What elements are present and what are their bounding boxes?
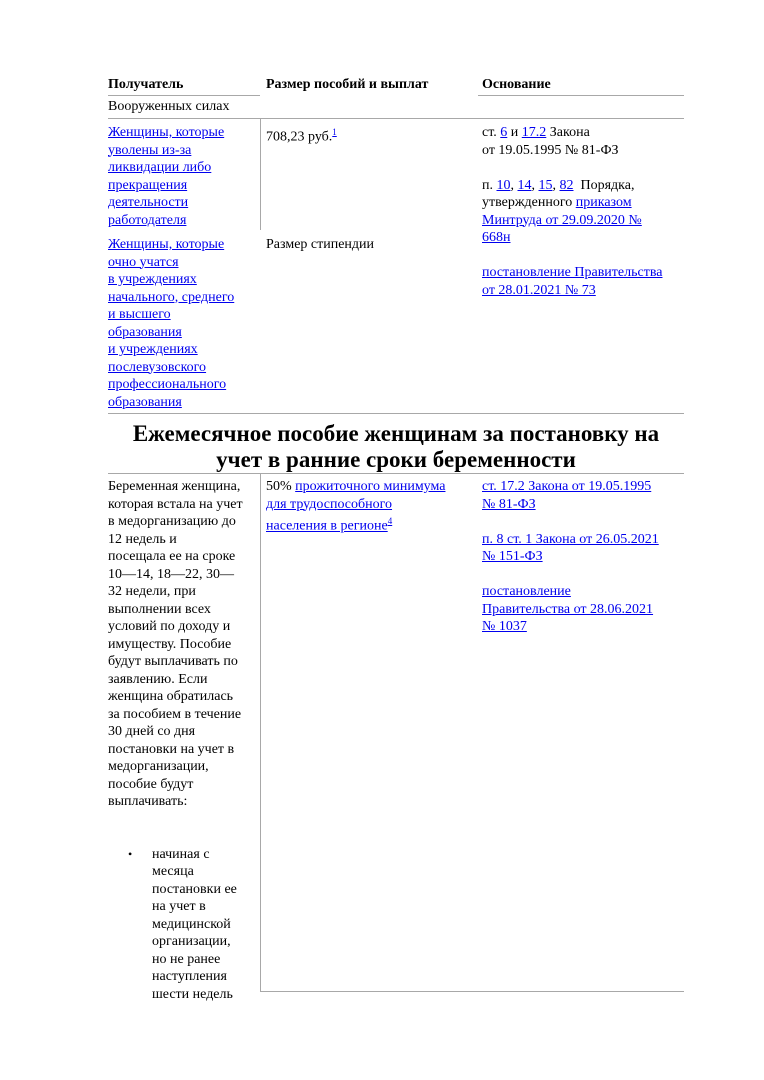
law-article-link[interactable]: 17.2 bbox=[521, 125, 547, 140]
recipient-link-line[interactable]: деятельности bbox=[108, 195, 189, 210]
recipient-link-line[interactable]: и учреждениях bbox=[108, 342, 198, 357]
header-recipient: Получатель bbox=[108, 77, 184, 92]
recipient-text-line: пособие будут bbox=[108, 776, 194, 792]
recipient-text-line: в медорганизацию до bbox=[108, 514, 236, 529]
amount-value: 708,23 руб. bbox=[266, 129, 333, 145]
bullet-item bbox=[108, 846, 260, 1004]
law-link[interactable]: № 81-ФЗ bbox=[482, 496, 536, 512]
recipient-link-line[interactable]: и высшего bbox=[108, 307, 171, 322]
basis-text: , bbox=[531, 177, 539, 193]
government-resolution-link[interactable]: постановление Правительства bbox=[482, 265, 663, 280]
order-item-link[interactable]: 82 bbox=[559, 177, 574, 193]
recipient-text-line: медорганизации, bbox=[108, 759, 209, 774]
basis-text: и bbox=[507, 125, 522, 140]
government-resolution-link[interactable]: Правительства от 28.06.2021 bbox=[482, 601, 654, 617]
carry-over-text: Вооруженных силах bbox=[108, 99, 230, 114]
recipient-link-line[interactable]: образования bbox=[108, 324, 182, 340]
basis-line bbox=[482, 124, 687, 142]
subsistence-minimum-link[interactable]: населения в регионе bbox=[266, 518, 388, 534]
recipient-text-line: заявлению. Если bbox=[108, 671, 208, 687]
table2-amount bbox=[266, 478, 476, 535]
bullet-text-line: медицинской bbox=[152, 916, 231, 932]
recipient-text-line: за пособием в течение bbox=[108, 706, 242, 722]
subsistence-minimum-link[interactable]: для трудоспособного bbox=[266, 496, 393, 512]
rule bbox=[108, 413, 684, 414]
recipient-text-line: будут выплачивать по bbox=[108, 654, 238, 669]
recipient-link-line[interactable]: уволены из-за bbox=[108, 142, 192, 158]
recipient-link-line[interactable]: начального, среднего bbox=[108, 289, 235, 305]
government-resolution-link[interactable]: постановление bbox=[482, 584, 571, 599]
government-resolution-link[interactable]: № 1037 bbox=[482, 619, 527, 634]
bullet-text-line: на учет в bbox=[152, 899, 206, 914]
basis-line bbox=[482, 194, 687, 212]
recipient-link-line[interactable]: прекращения bbox=[108, 177, 188, 193]
basis-text: Порядка, bbox=[573, 177, 635, 193]
recipient-text-line: условий по доходу и bbox=[108, 619, 231, 634]
bullet-text-line: месяца bbox=[152, 864, 194, 879]
basis-text: утвержденного bbox=[482, 195, 576, 210]
recipient-link-line[interactable]: послевузовского bbox=[108, 359, 207, 375]
government-resolution-link[interactable]: от 28.01.2021 № 73 bbox=[482, 282, 596, 298]
recipient-text-line: имуществу. Пособие bbox=[108, 636, 232, 652]
recipient-link-line[interactable]: в учреждениях bbox=[108, 272, 197, 287]
bullet-text-line: начиная с bbox=[152, 846, 210, 862]
basis-text: п. bbox=[482, 177, 497, 193]
rule bbox=[108, 95, 260, 96]
recipient-text-line: 32 недели, при bbox=[108, 584, 196, 599]
order-link[interactable]: Минтруда от 29.09.2020 № bbox=[482, 212, 642, 228]
rule bbox=[108, 473, 684, 474]
order-item-link[interactable]: 10 bbox=[496, 177, 511, 193]
recipient-link-line[interactable]: образования bbox=[108, 394, 182, 410]
row2-recipient bbox=[108, 236, 260, 411]
basis-text: , bbox=[552, 177, 560, 193]
section-title-line-1: Ежемесячное пособие женщинам за постановку на bbox=[132, 421, 660, 446]
footnote-link[interactable]: 4 bbox=[387, 516, 393, 526]
row1-basis bbox=[482, 124, 687, 299]
amount-text: 50% bbox=[266, 479, 296, 494]
law-link[interactable]: п. 8 ст. 1 Закона от 26.05.2021 bbox=[482, 531, 659, 547]
table2-recipient bbox=[108, 478, 260, 1003]
table2-basis bbox=[482, 478, 687, 636]
law-article-link[interactable]: 6 bbox=[500, 125, 508, 140]
basis-line: от 19.05.1995 № 81-ФЗ bbox=[482, 142, 619, 158]
bullet-text-line: шести недель bbox=[152, 986, 233, 1002]
column-divider bbox=[260, 118, 261, 230]
law-link[interactable]: № 151-ФЗ bbox=[482, 549, 543, 564]
order-link[interactable]: приказом bbox=[575, 195, 632, 210]
recipient-link-line[interactable]: профессионального bbox=[108, 377, 227, 392]
recipient-link-line[interactable]: ликвидации либо bbox=[108, 160, 212, 175]
recipient-text-line: выполнении всех bbox=[108, 601, 211, 617]
recipient-link-line[interactable]: работодателя bbox=[108, 212, 187, 228]
recipient-text-line: 30 дней со дня bbox=[108, 724, 196, 739]
recipient-text-line: Беременная женщина, bbox=[108, 479, 241, 494]
header-amount: Размер пособий и выплат bbox=[266, 77, 429, 92]
basis-line bbox=[482, 177, 687, 195]
recipient-text-line: посещала ее на сроке bbox=[108, 549, 236, 564]
rule bbox=[260, 991, 684, 992]
order-item-link[interactable]: 14 bbox=[517, 177, 532, 193]
recipient-text-line: выплачивать: bbox=[108, 794, 188, 809]
column-divider bbox=[260, 473, 261, 991]
basis-text: ст. bbox=[482, 125, 501, 140]
basis-text: Закона bbox=[546, 125, 590, 140]
recipient-link-line[interactable]: Женщины, которые bbox=[108, 237, 225, 252]
bullet-list bbox=[108, 846, 260, 1004]
section-title-line-2: учет в ранние сроки беременности bbox=[216, 447, 576, 472]
bullet-text-line: наступления bbox=[152, 969, 227, 984]
law-link[interactable]: ст. 17.2 Закона от 19.05.1995 bbox=[482, 479, 652, 494]
rule bbox=[108, 118, 684, 119]
bullet-text-line: постановки ее bbox=[152, 881, 237, 897]
amount-line bbox=[266, 513, 476, 535]
basis-text: , bbox=[510, 177, 518, 193]
footnote-link[interactable]: 1 bbox=[332, 127, 337, 137]
rule bbox=[478, 95, 684, 96]
recipient-text-line: 10—14, 18—22, 30— bbox=[108, 566, 234, 582]
subsistence-minimum-link[interactable]: прожиточного минимума bbox=[295, 479, 446, 494]
row1-recipient bbox=[108, 124, 258, 229]
amount-line bbox=[266, 478, 476, 496]
bullet-text-line: организации, bbox=[152, 934, 231, 949]
order-item-link[interactable]: 15 bbox=[538, 177, 553, 193]
row2-amount: Размер стипендии bbox=[266, 237, 375, 252]
order-link[interactable]: 668н bbox=[482, 230, 511, 245]
header-basis: Основание bbox=[482, 77, 551, 92]
recipient-link-line[interactable]: Женщины, которые bbox=[108, 125, 225, 140]
recipient-text-line: которая встала на учет bbox=[108, 496, 243, 512]
bullet-marker: • bbox=[128, 846, 133, 861]
recipient-link-line[interactable]: очно учатся bbox=[108, 254, 179, 270]
bullet-text-line: но не ранее bbox=[152, 951, 221, 967]
row1-amount bbox=[266, 124, 337, 146]
recipient-text-line: 12 недель и bbox=[108, 531, 177, 547]
recipient-text-line: постановки на учет в bbox=[108, 741, 235, 757]
recipient-text-line: женщина обратилась bbox=[108, 689, 234, 704]
